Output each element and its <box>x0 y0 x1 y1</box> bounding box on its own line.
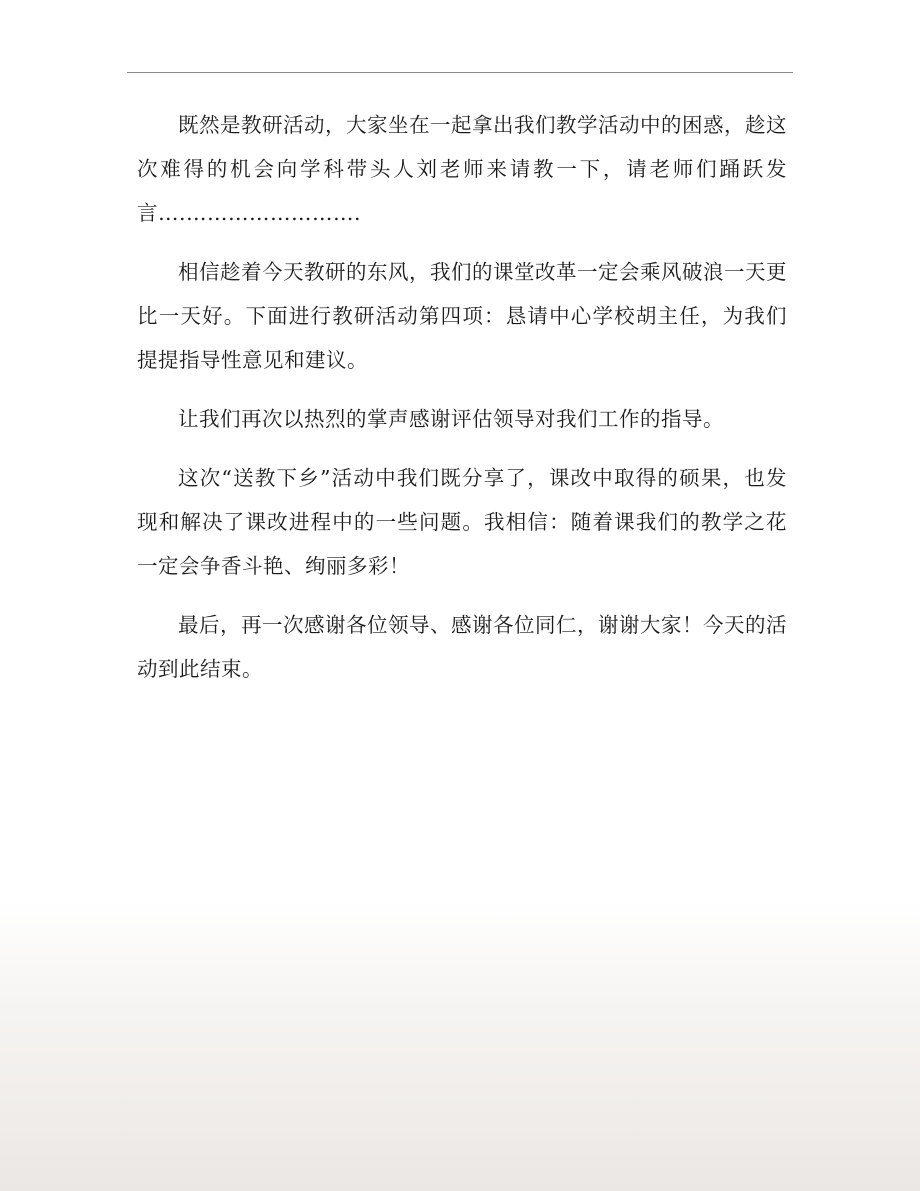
paragraph: 既然是教研活动，大家坐在一起拿出我们教学活动中的困惑，趁这次难得的机会向学科带头人刘老师来请教一下，请老师们踊跃发言….……………………. <box>137 113 787 225</box>
document-body <box>137 103 787 706</box>
paragraph: 这次“送教下乡”活动中我们既分享了，课改中取得的硕果，也发现和解决了课改进程中的一些问题。我相信：随着课我们的教学之花一定会争香斗艳、绚丽多彩！ <box>137 466 787 578</box>
header-rule <box>127 72 793 73</box>
paragraph: 最后，再一次感谢各位领导、感谢各位同仁，谢谢大家！今天的活动到此结束。 <box>137 613 787 681</box>
paragraph: 相信趁着今天教研的东风，我们的课堂改革一定会乘风破浪一天更比一天好。下面进行教研活动第四项：恳请中心学校胡主任，为我们提提指导性意见和建议。 <box>137 260 787 372</box>
paragraph: 让我们再次以热烈的掌声感谢评估领导对我们工作的指导。 <box>178 407 724 431</box>
